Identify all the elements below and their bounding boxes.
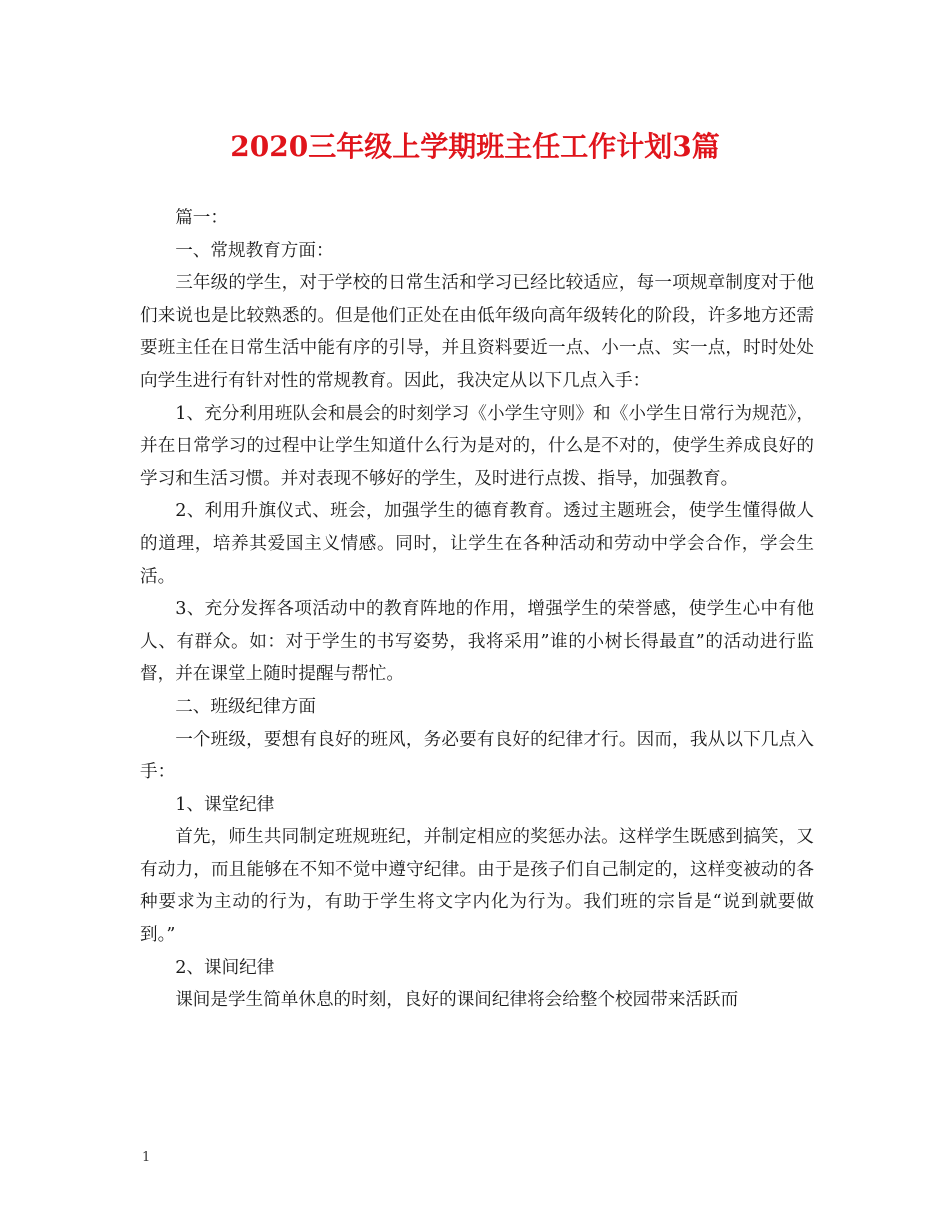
section-heading: 二、班级纪律方面 (175, 696, 316, 717)
section-heading: 一、常规教育方面： (175, 240, 334, 261)
document-body (140, 202, 814, 1017)
subsection-heading: 1、课堂纪律 (175, 794, 275, 815)
document-title: 2020三年级上学期班主任工作计划3篇 (230, 130, 720, 163)
paragraph: 1、充分利用班队会和晨会的时刻学习《小学生守则》和《小学生日常行为规范》，并在日常学习的过程中让学生知道什么行为是对的，什么是不对的，使学生养成良好的学习和生活习惯。并对表现不够好的学生，及时进行点拨、指导，加强教育。 (140, 403, 814, 489)
paragraph: 一个班级，要想有良好的班风，务必要有良好的纪律才行。因而，我从以下几点入手： (140, 729, 814, 783)
paragraph: 2、利用升旗仪式、班会，加强学生的德育教育。透过主题班会，使学生懂得做人的道理，培养其爱国主义情感。同时，让学生在各种活动和劳动中学会合作，学会生活。 (140, 501, 814, 587)
paragraph: 3、充分发挥各项活动中的教育阵地的作用，增强学生的荣誉感，使学生心中有他人、有群众。如：对于学生的书写姿势，我将采用”谁的小树长得最直”的活动进行监督，并在课堂上随时提醒与帮忙。 (140, 599, 814, 685)
paragraph: 首先，师生共同制定班规班纪，并制定相应的奖惩办法。这样学生既感到搞笑，又有动力，而且能够在不知不觉中遵守纪律。由于是孩子们自己制定的，这样变被动的各种要求为主动的行为，有助于学生将文字内化为行为。我们班的宗旨是“说到就要做到。” (140, 827, 814, 946)
paragraph: 三年级的学生，对于学校的日常生活和学习已经比较适应，每一项规章制度对于他们来说也是比较熟悉的。但是他们正处在由低年级向高年级转化的阶段，许多地方还需要班主任在日常生活中能有序的引导，并且资料要近一点、小一点、实一点，时时处处向学生进行有针对性的常规教育。因此，我决定从以下几点入手： (140, 273, 814, 391)
paragraph: 课间是学生简单休息的时刻，良好的课间纪律将会给整个校园带来活跃而 (175, 990, 739, 1011)
page-number: 1 (142, 1150, 151, 1165)
subsection-heading: 2、课间纪律 (175, 957, 275, 978)
paragraph: 篇一： (175, 208, 228, 228)
